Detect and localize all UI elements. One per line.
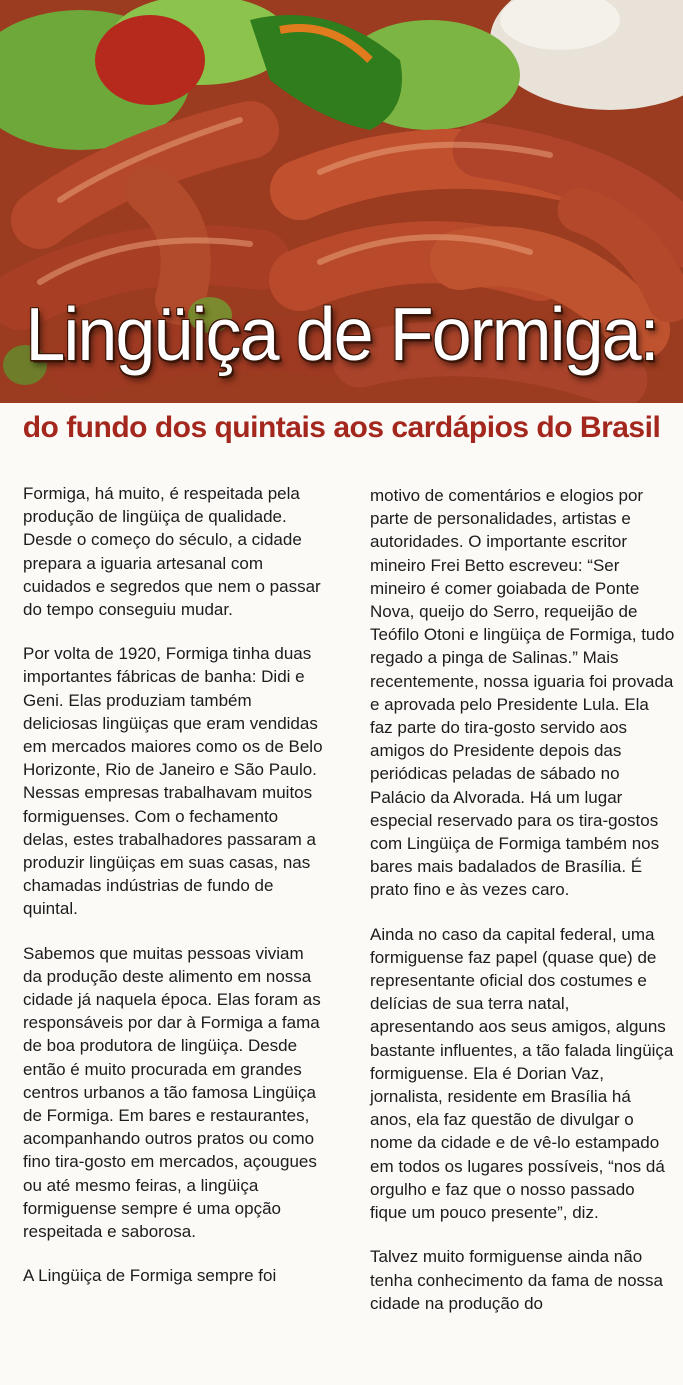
- article-subtitle: do fundo dos quintais aos cardápios do Brasil: [22, 411, 661, 444]
- right-column: [370, 484, 676, 1336]
- paragraph: Por volta de 1920, Formiga tinha duas importantes fábricas de banha: Didi e Geni. Elas produziam também deliciosas lingüiças que eram vendidas em mercados maiores como os de Belo Horizonte, Rio de Janeiro e São Paulo. Nessas empresas trabalhavam muitos formiguenses. Com o fechamento delas, estes trabalhadores passaram a produzir lingüiças em suas casas, nas chamadas indústrias de fundo de quintal.: [23, 644, 323, 919]
- paragraph: Sabemos que muitas pessoas viviam da produção deste alimento em nossa cidade já naquela época. Elas foram as responsáveis por dar à Formiga a fama de boa produtora de lingüiça. Desde então é muito procurada em grandes centros urbanos a tão famosa Lingüiça de Formiga. Em bares e restaurantes, acompanhando outros pratos ou como fino tira-gosto em mercados, açougues ou até mesmo feiras, a lingüiça formiguense sempre é uma opção respeitada e saborosa.: [23, 943, 321, 1242]
- paragraph: A Lingüiça de Formiga sempre foi: [23, 1266, 277, 1286]
- paragraph: Formiga, há muito, é respeitada pela produção de lingüiça de qualidade. Desde o começo do século, a cidade prepara a iguaria artesanal com cuidados e segredos que nem o passar do tempo conseguiu mudar.: [23, 484, 321, 620]
- paragraph: motivo de comentários e elogios por parte de personalidades, artistas e autoridades. O importante escritor mineiro Frei Betto escreveu: “Ser mineiro é comer goiabada de Ponte Nova, queijo do Serro, requeijão de Teófilo Otoni e lingüiça de Formiga, tudo regado a pinga de Salinas.” Mais recentemente, nossa iguaria foi provada e aprovada pelo Presidente Lula. Ela faz parte do tira-gosto servido aos amigos do Presidente depois das periódicas peladas de sábado no Palácio da Alvorada. Há um lugar especial reservado para os tira-gostos com Lingüiça de Formiga também nos bares mais badalados de Brasília. É prato fino e às vezes caro.: [370, 486, 675, 900]
- paragraph: Talvez muito formiguense ainda não tenha conhecimento da fama de nossa cidade na produção do: [370, 1247, 663, 1313]
- article-title: Lingüiça de Formiga:: [25, 293, 658, 377]
- left-column: [23, 482, 323, 1309]
- hero-photo: [0, 0, 683, 403]
- paragraph: Ainda no caso da capital federal, uma formiguense faz papel (quase que) de representante oficial dos costumes e delícias de sua terra natal, apresentando aos seus amigos, alguns bastante influentes, a tão falada lingüiça formiguense. Ela é Dorian Vaz, jornalista, residente em Brasília há anos, ela faz questão de divulgar o nome da cidade e de vê-lo estampado em todos os lugares possíveis, “nos dá orgulho e faz que o nosso passado fique um pouco presente”, diz.: [370, 924, 674, 1223]
